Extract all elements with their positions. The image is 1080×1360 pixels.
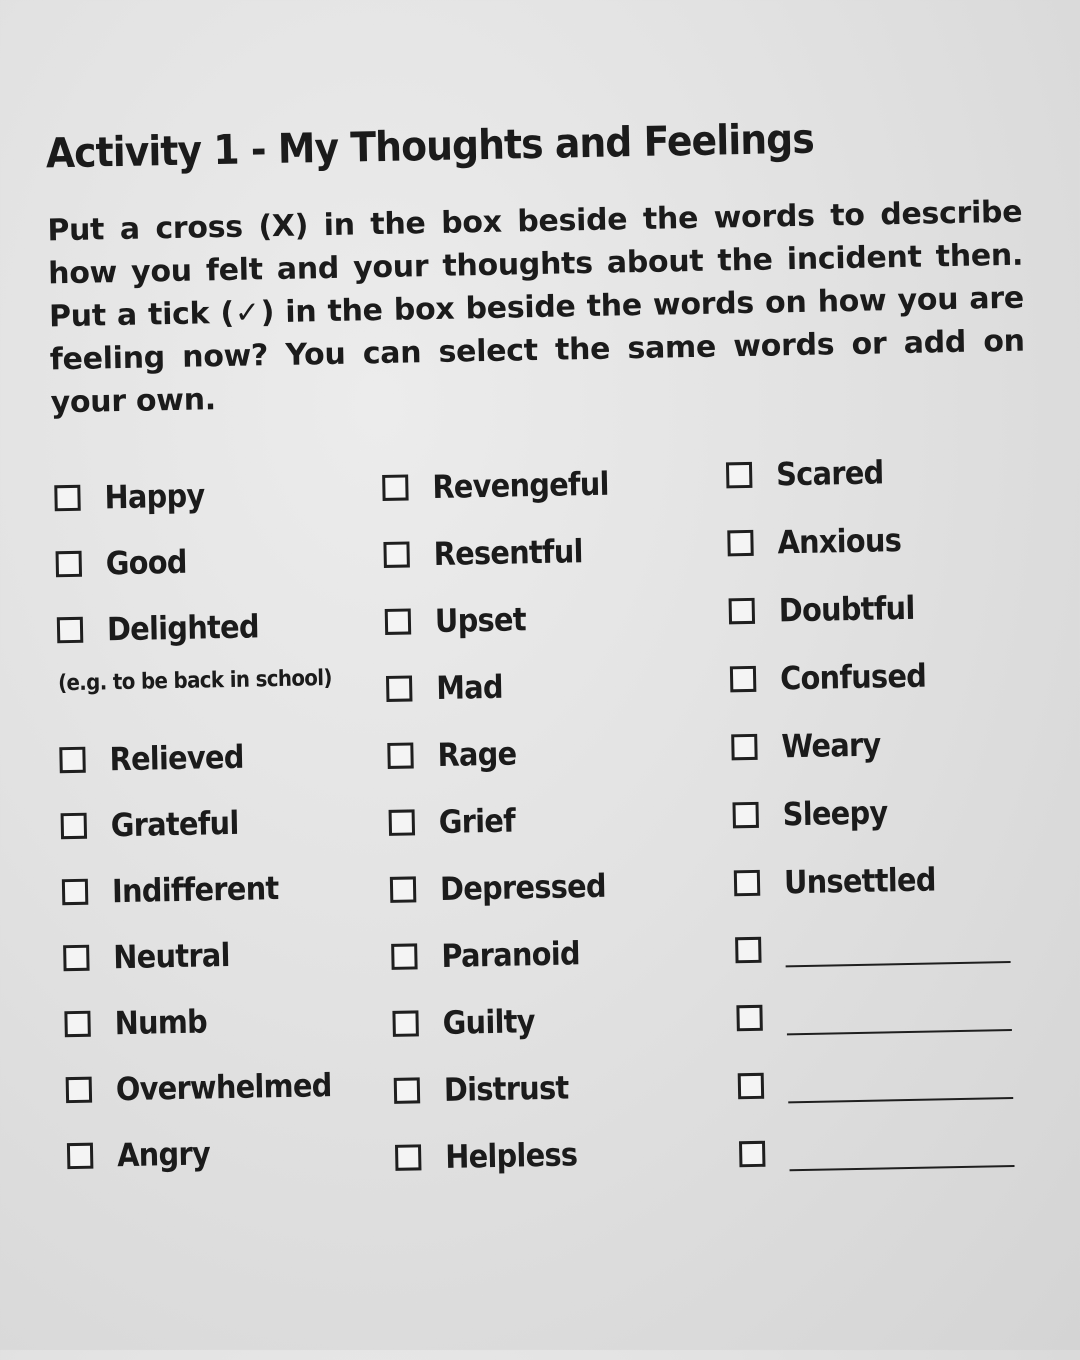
checklist-item[interactable] [62, 869, 298, 912]
checklist-item[interactable] [390, 866, 625, 908]
checklist-item[interactable] [732, 793, 899, 834]
checkbox[interactable] [57, 617, 83, 643]
write-in-item[interactable] [736, 995, 1012, 1036]
checkbox[interactable] [54, 485, 80, 511]
checkbox[interactable] [732, 802, 758, 828]
checklist-item[interactable] [59, 737, 259, 779]
feeling-label: Weary [781, 725, 881, 766]
feeling-label: Happy [104, 476, 205, 517]
feeling-label: Scared [775, 453, 884, 494]
checkbox[interactable] [390, 876, 416, 902]
checkbox[interactable] [392, 1010, 418, 1036]
feeling-label: Distrust [443, 1068, 569, 1109]
checkbox[interactable] [731, 734, 757, 760]
checkbox[interactable] [394, 1077, 420, 1103]
checklist-item[interactable] [385, 600, 537, 641]
feeling-label: Anxious [777, 521, 902, 562]
feeling-label: Angry [116, 1134, 211, 1175]
checklist-item[interactable] [60, 804, 253, 846]
checkbox[interactable] [735, 937, 761, 963]
feeling-label: Paranoid [441, 934, 581, 975]
worksheet-title: Activity 1 - My Thoughts and Feelings [45, 114, 815, 178]
checkbox[interactable] [64, 1011, 90, 1037]
feeling-label: Sleepy [782, 793, 888, 834]
checklist-item[interactable] [382, 464, 629, 507]
checklist-item[interactable] [387, 734, 525, 775]
checkbox[interactable] [66, 1077, 92, 1103]
feeling-label: Revengeful [432, 464, 610, 507]
checkbox[interactable] [736, 1005, 762, 1031]
checkbox[interactable] [386, 675, 412, 701]
feeling-label: Indifferent [111, 869, 279, 911]
checkbox[interactable] [389, 809, 415, 835]
checkbox[interactable] [61, 813, 87, 839]
checkbox[interactable] [385, 608, 411, 634]
checkbox[interactable] [726, 462, 752, 488]
checkbox[interactable] [63, 945, 89, 971]
feeling-label: Guilty [442, 1002, 536, 1042]
checklist-item[interactable] [394, 1068, 583, 1110]
checkbox[interactable] [382, 474, 408, 500]
checkbox[interactable] [738, 1073, 764, 1099]
checklist-item[interactable] [386, 668, 511, 708]
checklist-item[interactable] [57, 607, 276, 649]
checkbox[interactable] [59, 747, 85, 773]
checklist-item[interactable] [388, 801, 523, 842]
checklist-item[interactable] [54, 476, 216, 517]
checklist-item[interactable] [395, 1135, 592, 1177]
worksheet-instructions: Put a cross (X) in the box beside the words to describe how you felt and your thoughts about the incident then. Put a tick (✓) in the box beside the words on how you are feeling now? You can select the same words or add on your own. [47, 194, 1026, 421]
feeling-label: Depressed [439, 866, 607, 908]
checklist-item[interactable] [734, 860, 953, 902]
feeling-label: Overwhelmed [115, 1066, 332, 1109]
write-in-item[interactable] [739, 1131, 1015, 1172]
write-in-line[interactable] [790, 1165, 1015, 1171]
checklist-item[interactable] [727, 521, 915, 563]
feeling-label: Upset [434, 600, 527, 641]
checklist-item[interactable] [63, 936, 243, 977]
checklist-item[interactable] [391, 934, 596, 976]
checklist-item[interactable] [730, 656, 943, 698]
checklist-item[interactable] [731, 725, 892, 766]
feeling-label: Resentful [433, 532, 584, 574]
checkbox[interactable] [56, 551, 82, 577]
checklist-item[interactable] [728, 589, 930, 631]
checklist-item[interactable] [64, 1002, 217, 1043]
checkbox[interactable] [62, 879, 88, 905]
feeling-label: Doubtful [778, 588, 915, 630]
feeling-label: Unsettled [783, 860, 937, 902]
checkbox[interactable] [730, 666, 756, 692]
checkbox[interactable] [391, 943, 417, 969]
write-in-line[interactable] [788, 1097, 1013, 1103]
checklist-item[interactable] [66, 1066, 356, 1110]
checklist-item[interactable] [55, 543, 196, 584]
write-in-line[interactable] [786, 961, 1011, 967]
write-in-item[interactable] [735, 927, 1011, 968]
checkbox[interactable] [739, 1141, 765, 1167]
checklist-item[interactable] [383, 532, 599, 574]
feeling-label: Helpless [444, 1135, 578, 1176]
checkbox[interactable] [67, 1143, 93, 1169]
feeling-label: Neutral [112, 936, 231, 977]
feeling-label: Grief [438, 801, 516, 841]
checklist-item[interactable] [392, 1002, 545, 1043]
checkbox[interactable] [383, 541, 409, 567]
feeling-note: (e.g. to be back in school) [57, 665, 333, 697]
feeling-label: Confused [779, 656, 927, 698]
checkbox[interactable] [729, 598, 755, 624]
checkbox[interactable] [395, 1144, 421, 1170]
feeling-label: Good [105, 542, 188, 583]
checkbox[interactable] [387, 742, 413, 768]
feeling-label: Numb [114, 1002, 208, 1043]
feeling-label: Relieved [109, 737, 245, 779]
feeling-label: Grateful [110, 803, 239, 845]
feeling-label: Delighted [106, 607, 260, 649]
write-in-item[interactable] [738, 1063, 1014, 1104]
checklist-item[interactable] [726, 453, 896, 494]
checkbox[interactable] [727, 530, 753, 556]
checklist-item[interactable] [67, 1134, 221, 1175]
write-in-line[interactable] [787, 1029, 1012, 1035]
checkbox[interactable] [734, 870, 760, 896]
feeling-label: Rage [437, 734, 517, 774]
feeling-label: Mad [435, 667, 504, 707]
